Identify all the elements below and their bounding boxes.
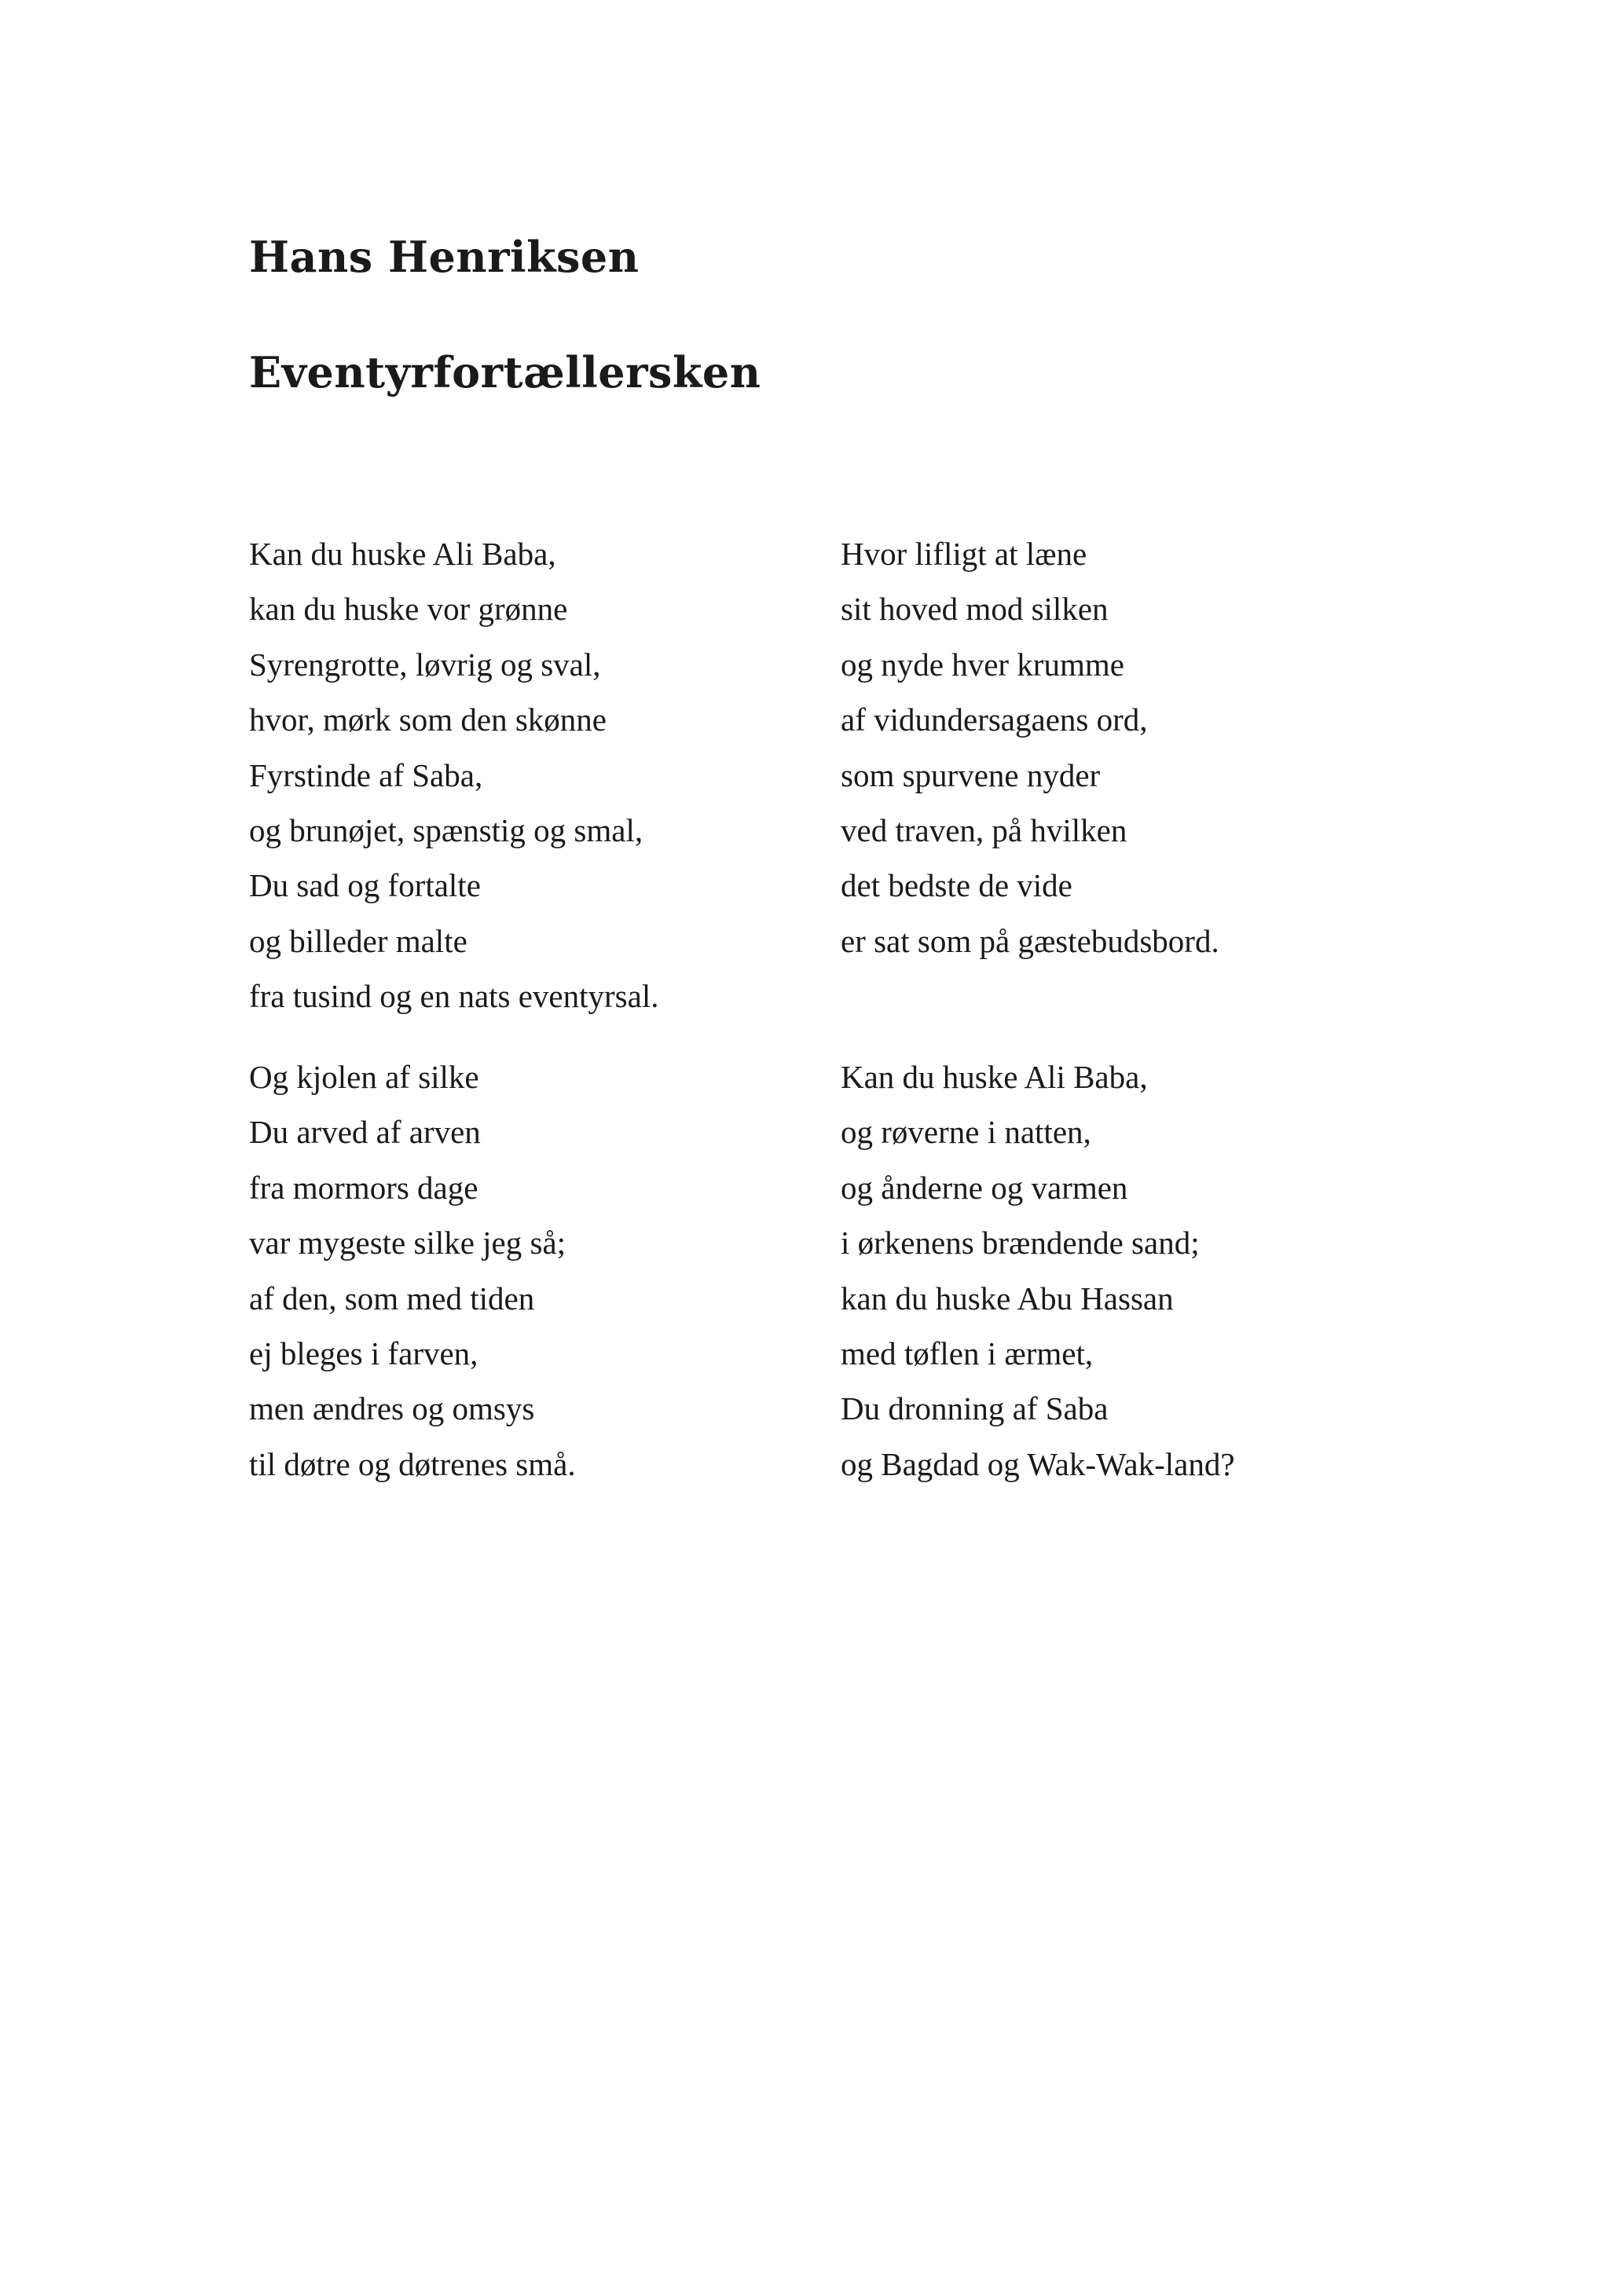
verse-line: Du arved af arven [249, 1114, 481, 1151]
verse-line: til døtre og døtrenes små. [249, 1445, 576, 1482]
verse-line: Fyrstinde af Saba, [249, 756, 483, 793]
verse-line: sit hoved mod silken [841, 591, 1109, 628]
verse-line: som spurvene nyder [841, 756, 1101, 793]
verse-line: og nyde hver krumme [841, 646, 1124, 683]
verse-line: af den, som med tiden [249, 1280, 535, 1316]
verse-line: fra tusind og en nats eventyrsal. [249, 978, 659, 1015]
verse-line: med tøflen i ærmet, [841, 1335, 1094, 1372]
stanza-4 [841, 1049, 1235, 1492]
verse-line: er sat som på gæstebudsbord. [841, 922, 1219, 959]
author-name: Hans Henriksen [249, 232, 640, 282]
verse-line: og billeder malte [249, 922, 467, 959]
verse-line: ved traven, på hvilken [841, 812, 1127, 849]
verse-line: Syrengrotte, løvrig og sval, [249, 646, 601, 683]
stanza-1 [249, 526, 658, 1024]
verse-line: ej bleges i farven, [249, 1335, 478, 1372]
verse-line: Kan du huske Ali Baba, [841, 1059, 1148, 1095]
stanza-3 [249, 1049, 576, 1492]
verse-line: og brunøjet, spænstig og smal, [249, 812, 643, 849]
verse-line: og ånderne og varmen [841, 1169, 1128, 1206]
verse-line: og Bagdad og Wak-Wak-land? [841, 1445, 1235, 1482]
verse-line: kan du huske Abu Hassan [841, 1280, 1174, 1316]
verse-line: hvor, mørk som den skønne [249, 701, 607, 738]
verse-line: Du sad og fortalte [249, 867, 481, 904]
poem-title: Eventyrfortællersken [249, 347, 761, 397]
verse-line: Du dronning af Saba [841, 1390, 1109, 1427]
verse-line: af vidundersagaens ord, [841, 701, 1148, 738]
stanza-2 [841, 526, 1219, 969]
verse-line: Og kjolen af silke [249, 1059, 479, 1095]
verse-line: Kan du huske Ali Baba, [249, 536, 556, 572]
verse-line: Hvor lifligt at læne [841, 536, 1087, 572]
verse-line: fra mormors dage [249, 1169, 478, 1206]
verse-line: og røverne i natten, [841, 1114, 1091, 1151]
verse-line: var mygeste silke jeg så; [249, 1225, 566, 1262]
verse-line: det bedste de vide [841, 867, 1072, 904]
verse-line: i ørkenens brændende sand; [841, 1225, 1200, 1262]
verse-line: men ændres og omsys [249, 1390, 535, 1427]
verse-line: kan du huske vor grønne [249, 591, 568, 628]
